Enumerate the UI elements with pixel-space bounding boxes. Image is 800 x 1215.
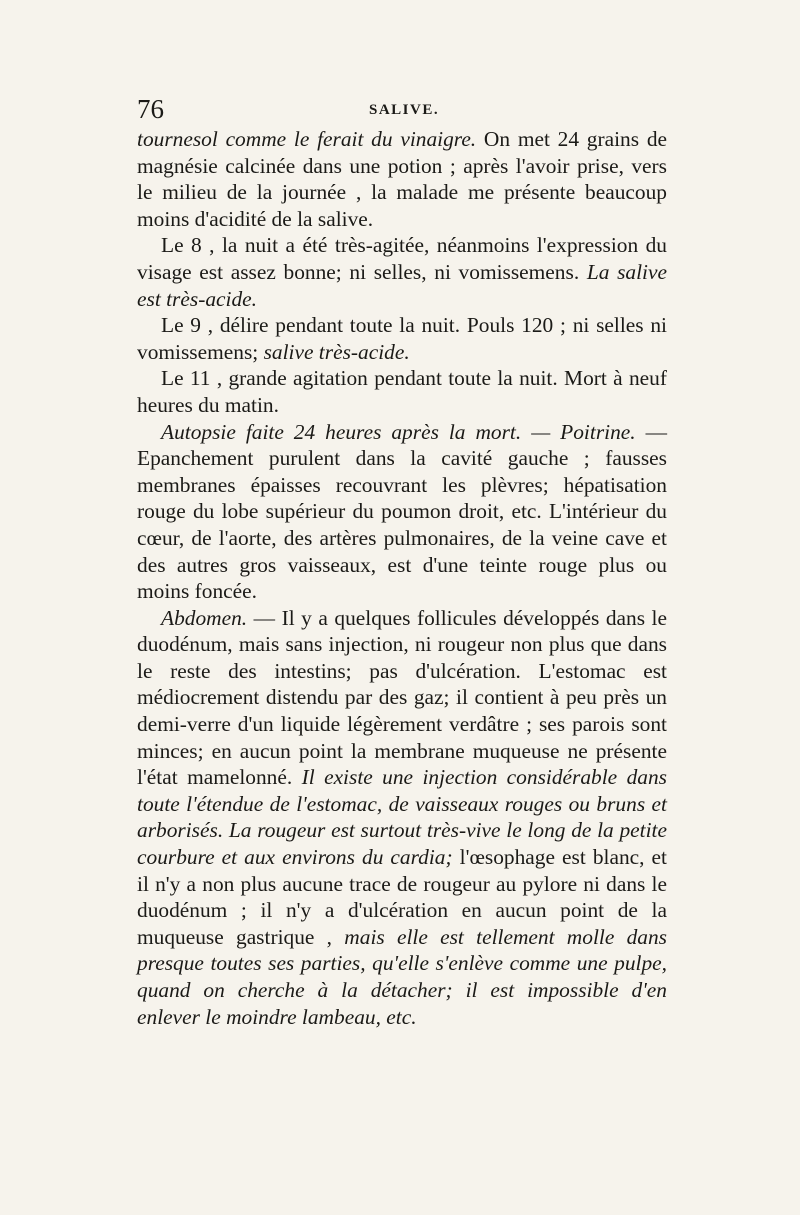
paragraph-day-9 [137,312,667,365]
italic-heading: Abdomen. [161,605,248,630]
paragraph-text: — Epanchement purulent dans la cavité gauche ; fausses membranes épaisses recouvrant les plèvres; hépatisation rouge du lobe supérieur du poumon droit, etc. L'intérieur du cœur, de l'aorte, des artères pulmonaires, de la veine cave et des autres gros vaisseaux, est d'une teinte rouge plus ou moins foncée. [137,419,667,604]
paragraph-text: — Il y a quelques follicules développés dans le duodénum, mais sans injection, ni rougeur non plus que dans le reste des intestins; pas d'ulcération. L'estomac est médiocrement distendu par des gaz; il contient à peu près un demi-verre d'un liquide légèrement verdâtre ; ses parois sont minces; en aucun point la membrane muqueuse ne présente l'état mamelonné. [137,605,667,790]
paragraph-text: Le 8 , la nuit a été très-agitée, néanmoins l'expression du visage est assez bonne; ni selles, ni vomissemens. [137,233,667,284]
body-text [137,126,667,1030]
italic-phrase: salive très-acide. [263,339,410,364]
italic-phrase: tournesol comme le ferait du vinaigre. [137,127,477,151]
paragraph-day-11 [137,365,667,418]
page-number: 76 [137,94,164,124]
paragraph-abdomen [137,605,667,1031]
paragraph-text: Le 11 , grande agitation pendant toute la nuit. Mort à neuf heures du matin. [137,366,667,417]
paragraph-text: Le 9 , délire pendant toute la nuit. Pouls 120 ; ni selles ni vomissemens; [137,313,667,364]
paragraph-continuation [137,126,667,232]
running-title: SALIVE. [369,102,440,118]
paragraph-text: l'œsophage est blanc, et il n'y a non plus aucune trace de rougeur au pylore ni dans le duodénum ; il n'y a d'ulcération en aucun point de la muqueuse gastrique , [137,845,667,949]
italic-phrase: La salive est très-acide. [137,259,667,311]
italic-phrase: mais elle est tellement molle dans presque toutes ses parties, qu'elle s'enlève comme une pulpe, quand on cherche à la détacher; il est impossible d'en enlever le moindre lambeau, etc. [137,924,668,1029]
italic-phrase: Il existe une injection considérable dans toute l'étendue de l'estomac, de vaisseaux rouges ou bruns et arborisés. La rougeur est surtout très-vive le long de la petite courbure et aux environs du cardia; [137,765,667,870]
running-head [137,92,677,126]
paragraph-autopsy [137,419,667,605]
paragraph-day-8 [137,232,667,312]
italic-heading: Autopsie faite 24 heures après la mort. — Poitrine. [161,419,636,444]
paragraph-text: On met 24 grains de magnésie calcinée dans une potion ; après l'avoir prise, vers le milieu de la journée , la malade me présente beaucoup moins d'acidité de la salive. [137,127,668,231]
